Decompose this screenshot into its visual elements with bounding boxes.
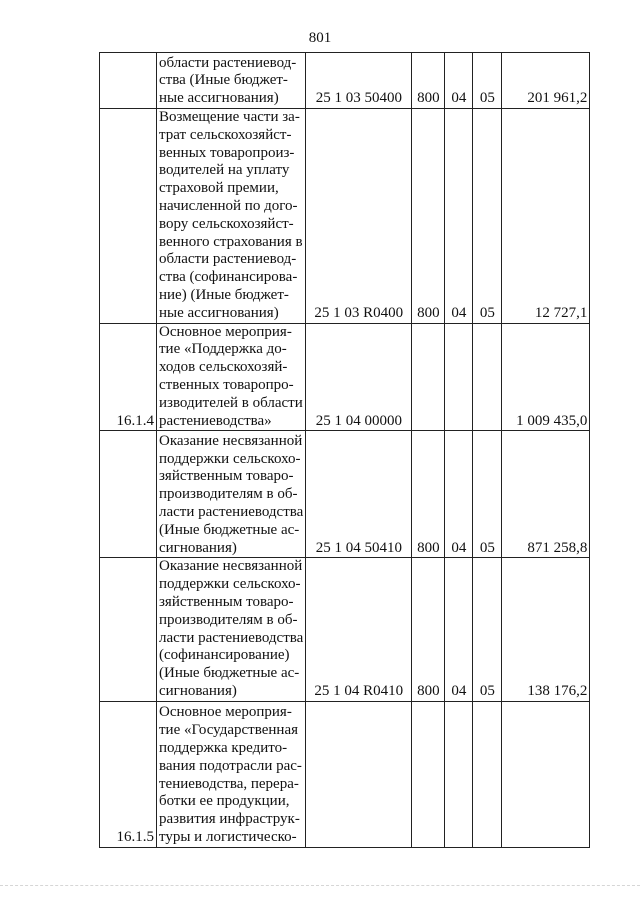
row-number-cell: [100, 109, 157, 324]
row-number-cell: [100, 558, 157, 701]
row-name-line: зяйственным товаро-: [159, 468, 294, 485]
table-row: [100, 431, 590, 558]
target-article-cell: [306, 701, 412, 847]
row-name-line: зяйственным товаро-: [159, 593, 294, 610]
subsection-cell: [473, 701, 502, 847]
row-name-line: ные ассигнования): [159, 304, 279, 321]
row-name-line: вору сельскохозяйст-: [159, 215, 294, 232]
row-name-line: (Иные бюджетные ас-: [159, 665, 300, 682]
row-name-line: сигнования): [159, 682, 237, 699]
row-name-line: ственных товаропро-: [159, 376, 294, 393]
row-name-line: ласти растениеводства: [159, 629, 304, 646]
row-name-line: растениеводства»: [159, 412, 272, 429]
row-name-cell: [157, 701, 306, 847]
page-number: 801: [308, 30, 332, 46]
row-name-line: производителям в об-: [159, 611, 298, 628]
row-name-line: поддержки сельскохо-: [159, 450, 301, 467]
row-name-line: Основное мероприя-: [159, 704, 292, 721]
row-name-line: изводителей в области: [159, 394, 303, 411]
target-article-cell: 25 1 04 R0410: [306, 558, 412, 701]
row-name-line: Оказание несвязанной: [159, 432, 303, 449]
amount-cell: 1 009 435,0: [502, 323, 590, 431]
target-article-cell: 25 1 03 50400: [306, 53, 412, 109]
row-name-line: ные ассигнования): [159, 90, 279, 107]
expense-type-cell: [412, 701, 445, 847]
target-article-cell: 25 1 04 50410: [306, 431, 412, 558]
table-row: [100, 53, 590, 109]
row-number-cell: [100, 431, 157, 558]
row-name-line: венных товаропроиз-: [159, 144, 295, 161]
row-name-line: Оказание несвязанной: [159, 558, 303, 575]
section-cell: 04: [445, 109, 473, 324]
row-number-cell: 16.1.5: [100, 701, 157, 847]
row-name-line: водителей на уплату: [159, 162, 290, 179]
row-name-line: области растениевод-: [159, 251, 297, 268]
section-cell: 04: [445, 53, 473, 109]
expense-type-cell: 800: [412, 109, 445, 324]
row-name-line: ласти растениеводства: [159, 503, 304, 520]
row-name-cell: [157, 323, 306, 431]
scan-edge-line: [0, 885, 640, 886]
row-name-line: развития инфраструк-: [159, 811, 300, 828]
table-row: [100, 558, 590, 701]
row-name-line: Возмещение части за-: [159, 109, 300, 125]
row-name-line: ства (софинансирова-: [159, 269, 298, 286]
row-name-line: ходов сельскохозяй-: [159, 359, 288, 376]
subsection-cell: 05: [473, 431, 502, 558]
expense-type-cell: 800: [412, 431, 445, 558]
row-name-line: начисленной по дого-: [159, 197, 298, 214]
row-name-line: поддержка кредито-: [159, 739, 288, 756]
row-name-line: ние) (Иные бюджет-: [159, 286, 289, 303]
section-cell: 04: [445, 558, 473, 701]
amount-cell: 201 961,2: [502, 53, 590, 109]
row-name-line: тениеводства, перера-: [159, 775, 299, 792]
section-cell: [445, 701, 473, 847]
row-name-cell: [157, 558, 306, 701]
table-row: [100, 701, 590, 847]
row-name-line: ства (Иные бюджет-: [159, 72, 288, 89]
row-name-cell: [157, 53, 306, 109]
expense-type-cell: 800: [412, 53, 445, 109]
row-name-line: страховой премии,: [159, 180, 279, 197]
row-name-line: туры и логистическо-: [159, 828, 297, 845]
budget-table: [99, 52, 590, 848]
amount-cell: 138 176,2: [502, 558, 590, 701]
row-name-line: (софинансирование): [159, 647, 290, 664]
row-name-line: тие «Поддержка до-: [159, 341, 287, 358]
row-name-line: венного страхования в: [159, 233, 303, 250]
section-cell: 04: [445, 431, 473, 558]
budget-table-body: [100, 53, 590, 848]
subsection-cell: 05: [473, 109, 502, 324]
row-name-line: (Иные бюджетные ас-: [159, 521, 300, 538]
row-name-line: Основное мероприя-: [159, 323, 292, 340]
row-number-cell: [100, 53, 157, 109]
amount-cell: 12 727,1: [502, 109, 590, 324]
section-cell: [445, 323, 473, 431]
row-name-cell: [157, 109, 306, 324]
amount-cell: [502, 701, 590, 847]
amount-cell: 871 258,8: [502, 431, 590, 558]
row-name-line: ботки ее продукции,: [159, 793, 290, 810]
row-name-line: производителям в об-: [159, 486, 298, 503]
subsection-cell: 05: [473, 558, 502, 701]
row-name-line: поддержки сельскохо-: [159, 576, 301, 593]
expense-type-cell: [412, 323, 445, 431]
row-name-line: области растениевод-: [159, 54, 297, 71]
target-article-cell: 25 1 03 R0400: [306, 109, 412, 324]
subsection-cell: [473, 323, 502, 431]
row-name-line: вания подотрасли рас-: [159, 757, 302, 774]
row-name-line: сигнования): [159, 539, 237, 556]
table-row: [100, 109, 590, 324]
row-name-line: тие «Государственная: [159, 722, 298, 739]
row-name-cell: [157, 431, 306, 558]
table-row: [100, 323, 590, 431]
target-article-cell: 25 1 04 00000: [306, 323, 412, 431]
row-number-cell: 16.1.4: [100, 323, 157, 431]
expense-type-cell: 800: [412, 558, 445, 701]
row-name-line: трат сельскохозяйст-: [159, 126, 292, 143]
subsection-cell: 05: [473, 53, 502, 109]
